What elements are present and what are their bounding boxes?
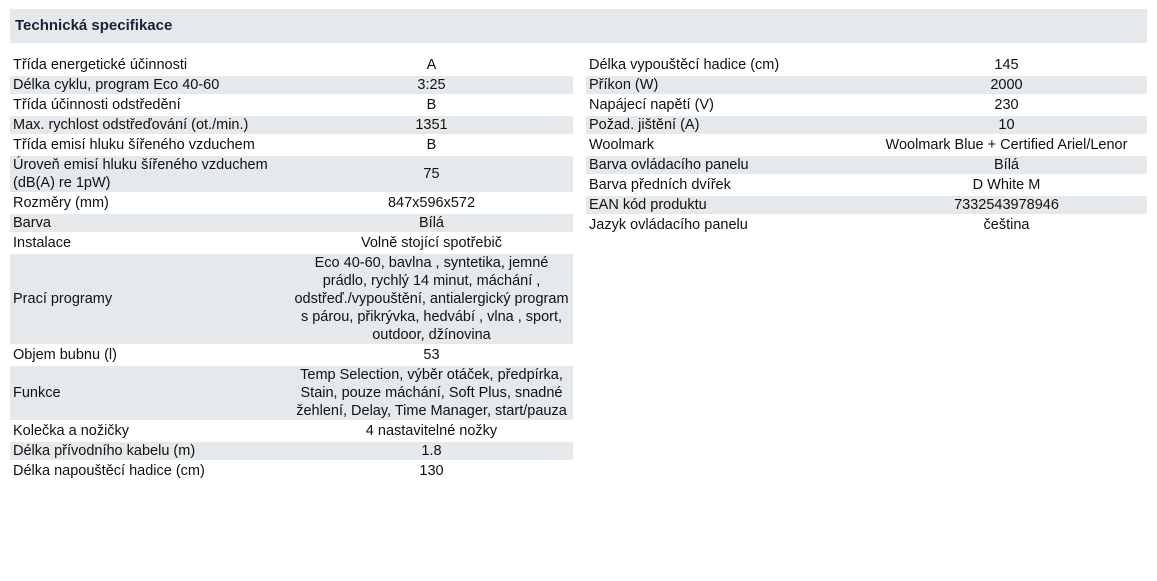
section-header xyxy=(10,9,1147,43)
spec-row xyxy=(10,422,573,440)
spec-label: Délka vypouštěcí hadice (cm) xyxy=(589,57,780,73)
spec-value: 10 xyxy=(866,116,1147,134)
spec-table-left xyxy=(10,54,573,482)
spec-row xyxy=(10,194,573,212)
spec-label: Barva xyxy=(10,214,290,232)
spec-label: Max. rychlost odstřeďování (ot./min.) xyxy=(10,116,290,134)
spec-value: 4 nastavitelné nožky xyxy=(365,423,498,439)
spec-row xyxy=(10,442,573,460)
spec-row xyxy=(10,254,573,344)
spec-value: 2000 xyxy=(866,76,1147,94)
spec-label: Požad. jištění (A) xyxy=(586,116,866,134)
spec-row xyxy=(10,96,573,114)
spec-row xyxy=(586,96,1147,114)
spec-value: D White M xyxy=(972,177,1041,193)
section-title: Technická specifikace xyxy=(15,17,173,34)
spec-label: Funkce xyxy=(10,366,290,420)
spec-row xyxy=(586,156,1147,174)
spec-value: 7332543978946 xyxy=(866,196,1147,214)
spec-value: 1351 xyxy=(290,116,573,134)
spec-row xyxy=(586,76,1147,94)
spec-value: 3:25 xyxy=(290,76,573,94)
spec-value: 145 xyxy=(994,57,1019,73)
spec-label: Třída emisí hluku šířeného vzduchem xyxy=(13,137,255,153)
spec-label: Instalace xyxy=(13,235,72,251)
spec-value: A xyxy=(426,57,437,73)
spec-row xyxy=(10,462,573,480)
spec-label: Woolmark xyxy=(589,137,654,153)
spec-row xyxy=(586,136,1147,154)
spec-row xyxy=(10,156,573,192)
spec-value: B xyxy=(426,137,437,153)
spec-value: 75 xyxy=(290,156,573,192)
spec-label: Barva ovládacího panelu xyxy=(586,156,866,174)
spec-value: 1.8 xyxy=(290,442,573,460)
spec-value: Volně stojící spotřebič xyxy=(360,235,503,251)
spec-label: Délka přívodního kabelu (m) xyxy=(10,442,290,460)
spec-row xyxy=(10,366,573,420)
spec-row xyxy=(586,116,1147,134)
spec-row xyxy=(10,76,573,94)
spec-value: Eco 40-60, bavlna , syntetika, jemné prádlo, rychlý 14 minut, máchání , odstřeď./vypouštění, antialergický program s párou, přikrývka, hedvábí , vlna , sport, outdoor, džínovina xyxy=(290,254,573,344)
spec-value: B xyxy=(426,97,437,113)
spec-label: Barva předních dvířek xyxy=(589,177,731,193)
spec-value: 847x596x572 xyxy=(387,195,476,211)
spec-label: Třída účinnosti odstředění xyxy=(13,97,181,113)
spec-table-right xyxy=(586,54,1147,236)
spec-value: 130 xyxy=(419,463,444,479)
spec-row xyxy=(10,214,573,232)
spec-row xyxy=(10,234,573,252)
spec-label: Prací programy xyxy=(10,254,290,344)
spec-value: 230 xyxy=(994,97,1019,113)
spec-row xyxy=(10,136,573,154)
spec-label: Úroveň emisí hluku šířeného vzduchem (dB(A) re 1pW) xyxy=(10,156,290,192)
spec-value: 53 xyxy=(423,347,440,363)
spec-value: Bílá xyxy=(866,156,1147,174)
spec-row xyxy=(586,56,1147,74)
spec-label: Kolečka a nožičky xyxy=(13,423,130,439)
spec-label: Příkon (W) xyxy=(586,76,866,94)
spec-label: Třída energetické účinnosti xyxy=(13,57,188,73)
spec-label: Rozměry (mm) xyxy=(13,195,109,211)
spec-label: Délka napouštěcí hadice (cm) xyxy=(13,463,205,479)
spec-row xyxy=(10,346,573,364)
spec-row xyxy=(586,176,1147,194)
spec-label: Objem bubnu (l) xyxy=(13,347,117,363)
spec-label: Jazyk ovládacího panelu xyxy=(589,217,748,233)
spec-row xyxy=(586,196,1147,214)
spec-value: čeština xyxy=(983,217,1030,233)
spec-label: EAN kód produktu xyxy=(586,196,866,214)
spec-label: Délka cyklu, program Eco 40-60 xyxy=(10,76,290,94)
spec-value: Temp Selection, výběr otáček, předpírka, Stain, pouze máchání, Soft Plus, snadné žehlení, Delay, Time Manager, start/pauza xyxy=(290,366,573,420)
spec-row xyxy=(10,56,573,74)
spec-value: Bílá xyxy=(290,214,573,232)
spec-label: Napájecí napětí (V) xyxy=(589,97,714,113)
spec-value: Woolmark Blue + Certified Ariel/Lenor xyxy=(885,137,1128,153)
spec-row xyxy=(586,216,1147,234)
spec-row xyxy=(10,116,573,134)
